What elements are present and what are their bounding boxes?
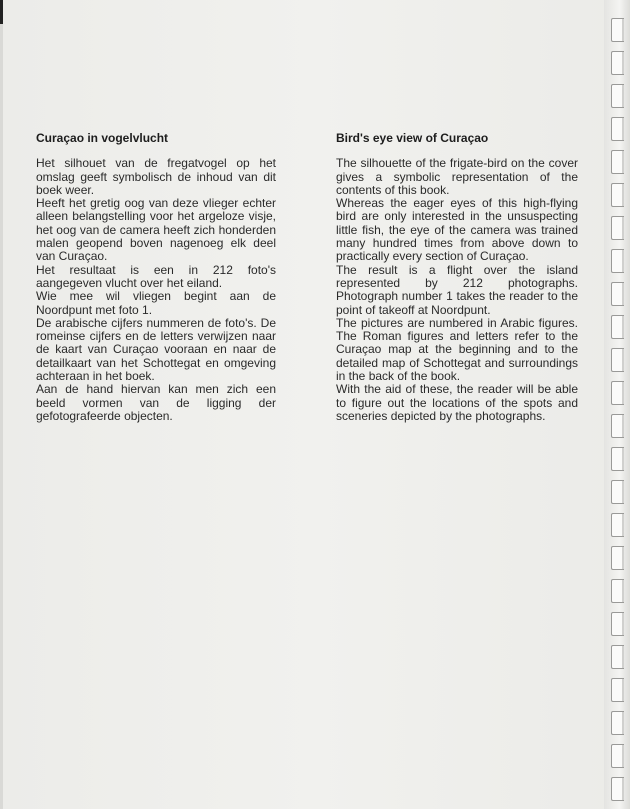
binding-coil bbox=[611, 711, 624, 735]
binding-coil bbox=[611, 381, 624, 405]
binding-coil bbox=[611, 18, 624, 42]
binding-coil bbox=[611, 612, 624, 636]
dutch-paragraph-2: Heeft het gretig oog van deze vlieger echter alleen belangstelling voor het argeloze visje, het oog van de camera heeft zich honderden malen geopend boven nagenoeg elk deel van Curaçao. bbox=[36, 196, 276, 264]
binding-coil bbox=[611, 546, 624, 570]
english-paragraph-1: The silhouette of the frigate-bird on the cover gives a symbolic representation of the contents of this book. bbox=[336, 156, 578, 197]
english-paragraph-3: The result is a flight over the island represented by 212 photographs. Photograph number 1 takes the reader to the point of takeoff at Noordpunt. bbox=[336, 262, 578, 317]
binding-coil bbox=[611, 678, 624, 702]
dutch-paragraph-4: Wie mee wil vliegen begint aan de Noordpunt met foto 1. bbox=[36, 289, 276, 317]
english-paragraph-4: The pictures are numbered in Arabic figures. The Roman figures and letters refer to the Curaçao map at the beginning and to the detailed map of Schottegat and surroundings in the back of the book. bbox=[336, 315, 578, 384]
english-paragraph-2: Whereas the eager eyes of this high-flying bird are only interested in the unsuspecting little fish, the eye of the camera was trained many hundred times from above down to practically every section of Curaçao. bbox=[336, 196, 578, 264]
binding-coil bbox=[611, 117, 624, 141]
dutch-paragraph-1: Het silhouet van de fregatvogel op het omslag geeft symbolisch de inhoud van dit boek weer. bbox=[36, 156, 276, 197]
binding-coil bbox=[611, 216, 624, 240]
binding-coil bbox=[611, 348, 624, 372]
binding-coil bbox=[611, 282, 624, 306]
dutch-paragraph-5: De arabische cijfers nummeren de foto's. De romeinse cijfers en de letters verwijzen naar de kaart van Curaçao vooraan en naar de detailkaart van het Schottegat en omgeving achteraan in het boek. bbox=[36, 315, 276, 384]
binding-coil bbox=[611, 84, 624, 108]
binding-coil bbox=[611, 579, 624, 603]
dutch-heading: Curaçao in vogelvlucht bbox=[36, 131, 169, 145]
english-heading: Bird's eye view of Curaçao bbox=[336, 131, 489, 145]
binding-coil bbox=[611, 744, 624, 768]
binding-coil bbox=[611, 249, 624, 273]
binding-coil bbox=[611, 414, 624, 438]
binding-coil bbox=[611, 315, 624, 339]
spiral-binding bbox=[604, 0, 630, 809]
edge-mark bbox=[0, 0, 3, 24]
page-left-edge bbox=[0, 0, 3, 809]
english-column bbox=[336, 132, 578, 423]
binding-coil bbox=[611, 447, 624, 471]
dutch-column bbox=[36, 132, 276, 423]
dutch-paragraph-6: Aan de hand hiervan kan men zich een beeld vormen van de ligging der gefotografeerde objecten. bbox=[36, 382, 276, 423]
english-paragraph-5: With the aid of these, the reader will be able to figure out the locations of the spots and sceneries depicted by the photographs. bbox=[336, 382, 578, 423]
binding-coil bbox=[611, 150, 624, 174]
binding-coil bbox=[611, 480, 624, 504]
binding-coil bbox=[611, 645, 624, 669]
binding-coil bbox=[611, 183, 624, 207]
binding-coil bbox=[611, 51, 624, 75]
binding-coil bbox=[611, 513, 624, 537]
dutch-paragraph-3: Het resultaat is een in 212 foto's aangegeven vlucht over het eiland. bbox=[36, 262, 276, 290]
binding-coil bbox=[611, 777, 624, 801]
